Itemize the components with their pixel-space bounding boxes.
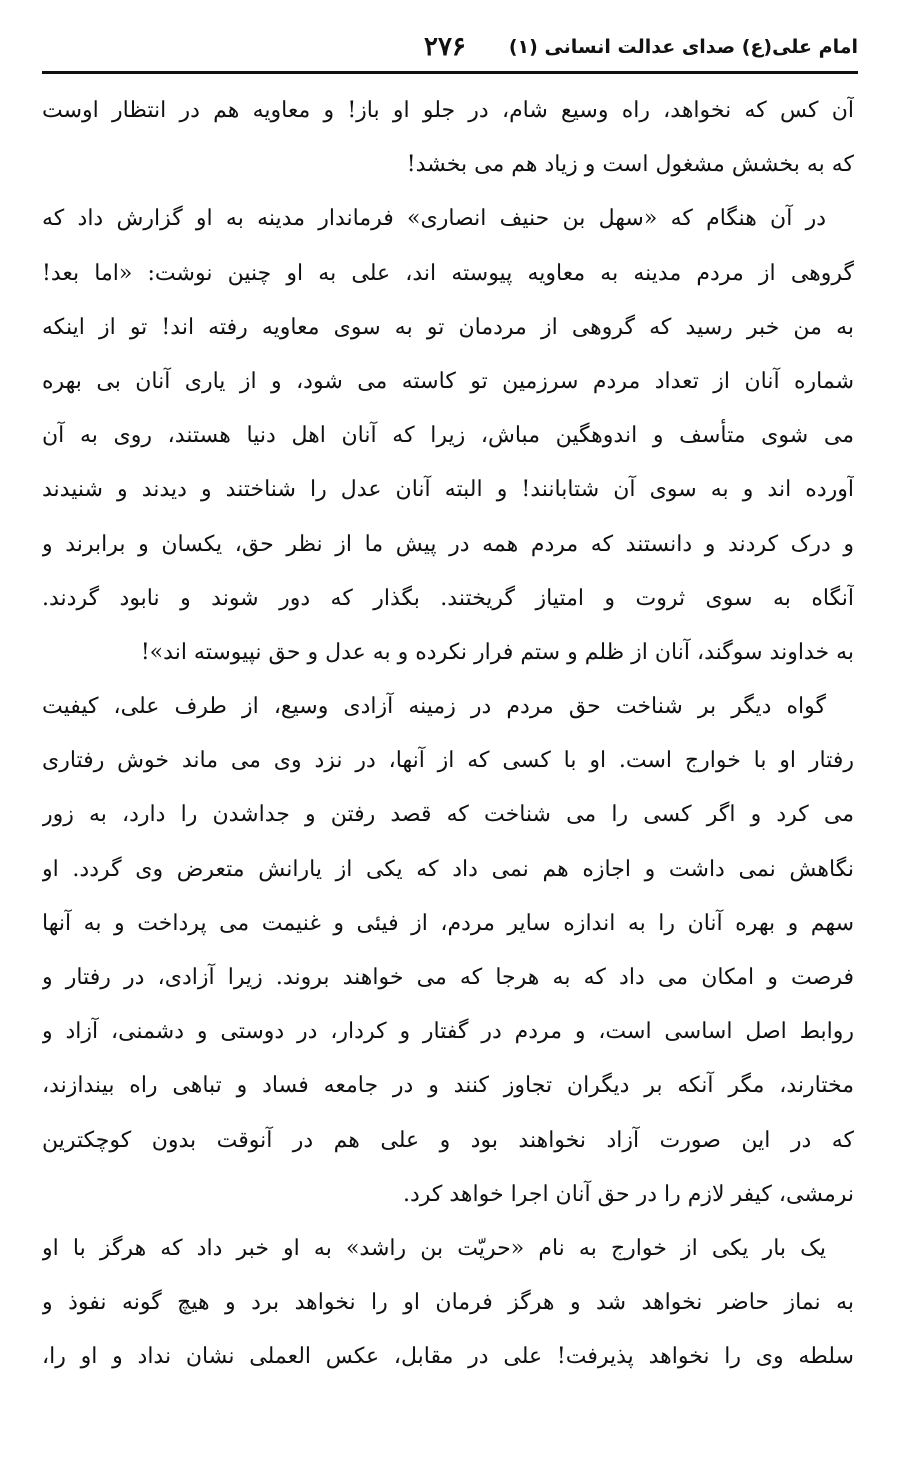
text-line: به من خبر رسید که گروهی از مردمان تو به سوی معاویه رفته اند! تو از اینکه — [42, 314, 854, 340]
text-line: فرصت و امکان می داد که به هرجا که می خواهند بروند. زیرا آزادی، در رفتار و — [42, 965, 854, 990]
text-line: یک بار یکی از خوارج به نام «حریّت بن راشد» به او خبر داد که هرگز با او — [42, 1235, 826, 1261]
text-line: رفتار او با خوارج است. او با کسی که از آنها، در نزد وی می ماند خوش رفتاری — [42, 748, 854, 774]
text-line: آنگاه به سوی ثروت و امتیاز گریختند. بگذار که دور شوند و نابود گردند. — [42, 585, 854, 611]
text-line: که به بخشش مشغول است و زیاد هم می بخشد! — [406, 152, 854, 178]
text-line: سهم و بهره آنان را به اندازه سایر مردم، از فیئی و غنیمت می پرداخت و به آنها — [42, 910, 854, 936]
text-line: که در این صورت آزاد نخواهند بود و علی هم در آنوقت بدون کوچکترین — [42, 1127, 854, 1153]
text-line: به خداوند سوگند، آنان از ظلم و ستم فرار نکرده و به عدل و حق نپیوسته اند»! — [140, 639, 854, 665]
text-line: در آن هنگام که «سهل بن حنیف انصاری» فرماندار مدینه به او گزارش داد که — [42, 206, 826, 232]
text-line: می شوی متأسف و اندوهگین مباش، زیرا که آنان اهل دنیا هستند، روی به آن — [42, 423, 854, 449]
text-line: می کرد و اگر کسی را می شناخت که قصد رفتن و جداشدن را دارد، به زور — [42, 802, 854, 828]
body-text — [42, 84, 854, 1385]
text-line: به نماز حاضر نخواهد شد و هرگز فرمان او را نخواهد برد و هیچ گونه نفوذ و — [42, 1290, 854, 1316]
text-line: گواه دیگر بر شناخت حق مردم در زمینه آزادی وسیع، از طرف علی، کیفیت — [42, 694, 826, 720]
page-number: ۲۷۶ — [424, 32, 466, 62]
text-line: روابط اصل اساسی است، و مردم در گفتار و کردار، در دوستی و دشمنی، آزاد و — [42, 1019, 854, 1045]
running-title: امام علی(ع) صدای عدالت انسانی (۱) — [508, 36, 858, 58]
text-line: نرمشی، کیفر لازم را در حق آنان اجرا خواهد کرد. — [402, 1181, 854, 1207]
page-header — [42, 30, 858, 66]
text-line: و درک کردند و دانستند که مردم همه در پیش ما از نظر حق، یکسان و برابرند و — [42, 531, 854, 557]
text-line: نگاهش نمی داشت و اجازه هم نمی داد که یکی از یارانش متعرض وی گردد. او — [42, 856, 854, 882]
text-line: مختارند، مگر آنکه بر دیگران تجاوز کنند و در جامعه فساد و تباهی راه بیندازند، — [42, 1073, 854, 1099]
text-line: گروهی از مردم مدینه به معاویه پیوسته اند، علی به او چنین نوشت: «اما بعد! — [42, 260, 854, 286]
text-line: سلطه وی را نخواهد پذیرفت! علی در مقابل، عکس العملی نشان نداد و او را، — [42, 1344, 854, 1370]
text-line: آورده اند و به سوی آن شتابانند! و البته آنان عدل را شناختند و دیدند و شنیدند — [42, 477, 854, 503]
text-line: شماره آنان از تعداد مردم سرزمین تو کاسته می شود، و از یاری آنان بی بهره — [42, 368, 854, 394]
text-line: آن کس که نخواهد، راه وسیع شام، در جلو او باز! و معاویه هم در انتظار اوست — [42, 98, 854, 123]
header-divider — [42, 71, 858, 74]
